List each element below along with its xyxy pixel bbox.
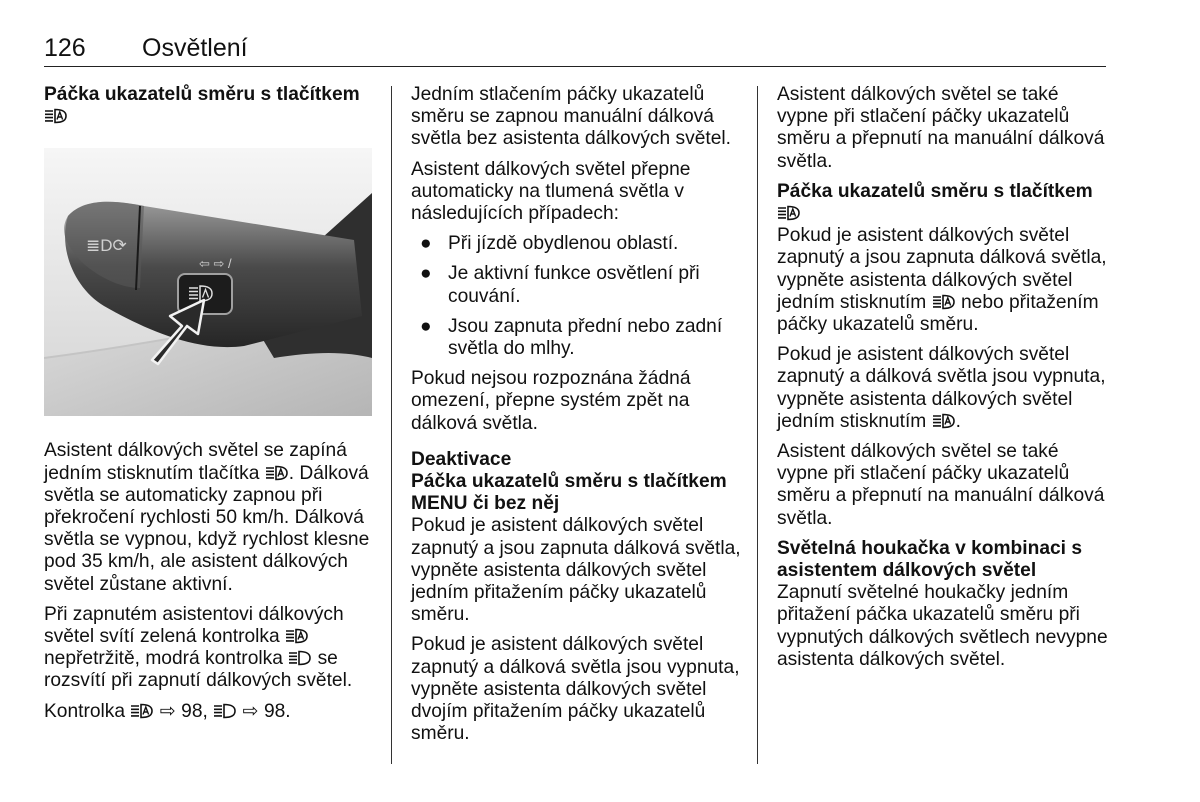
cross-reference: Kontrolka ⇨ 98, ⇨ 98.: [44, 700, 291, 722]
page-ref-arrow-icon: ⇨: [159, 700, 176, 722]
paragraph: Při zapnutém asistentovi dálkových světel svítí zelená kontrolka nepřetržitě, modrá kontrolka se rozsvítí při zapnutí dálkových světel.: [44, 603, 353, 692]
column-2: [411, 84, 746, 753]
auto-high-beam-icon: [777, 205, 801, 221]
auto-high-beam-icon: [285, 628, 309, 644]
paragraph: Asistent dálkových světel přepne automaticky na tlumená světla v následujících případech:: [411, 158, 691, 225]
bullet-icon: ●: [420, 263, 432, 285]
subsection-heading: Páčka ukazatelů směru s tlačítkem MENU či bez něj: [411, 471, 727, 515]
svg-text:≣D⟳: ≣D⟳: [86, 236, 127, 256]
high-beam-icon: [288, 650, 312, 666]
paragraph: Asistent dálkových světel se také vypne při stlačení páčky ukazatelů směru a přepnutí na manuální dálková světla.: [777, 441, 1105, 529]
page-ref-link[interactable]: 98,: [181, 700, 208, 722]
chapter-title: Osvětlení: [142, 34, 248, 62]
column-divider: [757, 86, 758, 764]
paragraph: Asistent dálkových světel se zapíná jedním stisknutím tlačítka . Dálková světla se automaticky zapnou při překročení rychlosti 50 km/h. Dálková světla se vypnou, když rychlost klesne pod 35 km/h, ale asistent dálkových světel zůstane aktivní.: [44, 440, 370, 595]
paragraph: Pokud je asistent dálkových světel zapnutý a jsou zapnuta dálková světla, vypněte asistenta dálkových světel jedním stisknutím nebo přitažením páčky ukazatelů směru.: [777, 225, 1107, 336]
subsection-heading: Páčka ukazatelů směru s tlačítkem: [777, 181, 1109, 225]
page-number: 126: [44, 34, 86, 62]
paragraph: Pokud je asistent dálkových světel zapnutý a dálková světla jsou vypnuta, vypněte asistenta dálkových světel dvojím přitažením páčky ukazatelů směru.: [411, 634, 740, 745]
bullet-list: [411, 233, 746, 360]
page-header: [44, 34, 1106, 67]
subsection-heading: Světelná houkačka v kombinaci s asistentem dálkových světel: [777, 537, 1083, 582]
column-divider: [391, 86, 392, 764]
auto-high-beam-icon: [265, 465, 289, 481]
list-item: ● Jsou zapnuta přední nebo zadní světla do mlhy.: [420, 315, 723, 360]
paragraph: Asistent dálkových světel se také vypne při stlačení páčky ukazatelů směru a přepnutí na manuální dálková světla.: [777, 84, 1105, 172]
bullet-icon: ●: [420, 233, 432, 255]
turn-signal-lever-illustration: [44, 148, 372, 416]
section-heading: Páčka ukazatelů směru s tlačítkem: [44, 84, 374, 128]
paragraph: Jedním stlačením páčky ukazatelů směru se zapnou manuální dálková světla bez asistenta dálkových světel.: [411, 84, 731, 150]
auto-high-beam-icon: [130, 703, 154, 719]
high-beam-icon: [213, 703, 237, 719]
list-item: ● Je aktivní funkce osvětlení při couvání.: [420, 263, 700, 307]
paragraph: Pokud nejsou rozpoznána žádná omezení, přepne systém zpět na dálková světla.: [411, 368, 691, 434]
auto-high-beam-icon: [932, 413, 956, 429]
auto-high-beam-icon: [932, 294, 956, 310]
paragraph: Pokud je asistent dálkových světel zapnutý a dálková světla jsou vypnuta, vypněte asistenta dálkových světel jedním stisknutím .: [777, 344, 1106, 432]
column-3: [777, 84, 1109, 679]
section-heading: Deaktivace: [411, 448, 512, 470]
paragraph: Zapnutí světelné houkačky jedním přitažení páčka ukazatelů směru při vypnutých dálkových světlech nevypne asistenta dálkových světel.: [777, 582, 1108, 670]
page-ref-arrow-icon: ⇨: [242, 700, 259, 722]
column-1: [44, 84, 374, 731]
svg-text:⇦ ⇨ /: ⇦ ⇨ /: [199, 256, 232, 272]
bullet-icon: ●: [420, 315, 432, 337]
list-item: ● Při jízdě obydlenou oblastí.: [420, 233, 679, 255]
paragraph: Pokud je asistent dálkových světel zapnutý a jsou zapnuta dálková světla, vypněte asistenta dálkových světel jedním přitažením páčky ukazatelů směru.: [411, 515, 741, 626]
page-ref-link[interactable]: 98.: [263, 700, 291, 722]
auto-high-beam-icon: [44, 108, 68, 124]
